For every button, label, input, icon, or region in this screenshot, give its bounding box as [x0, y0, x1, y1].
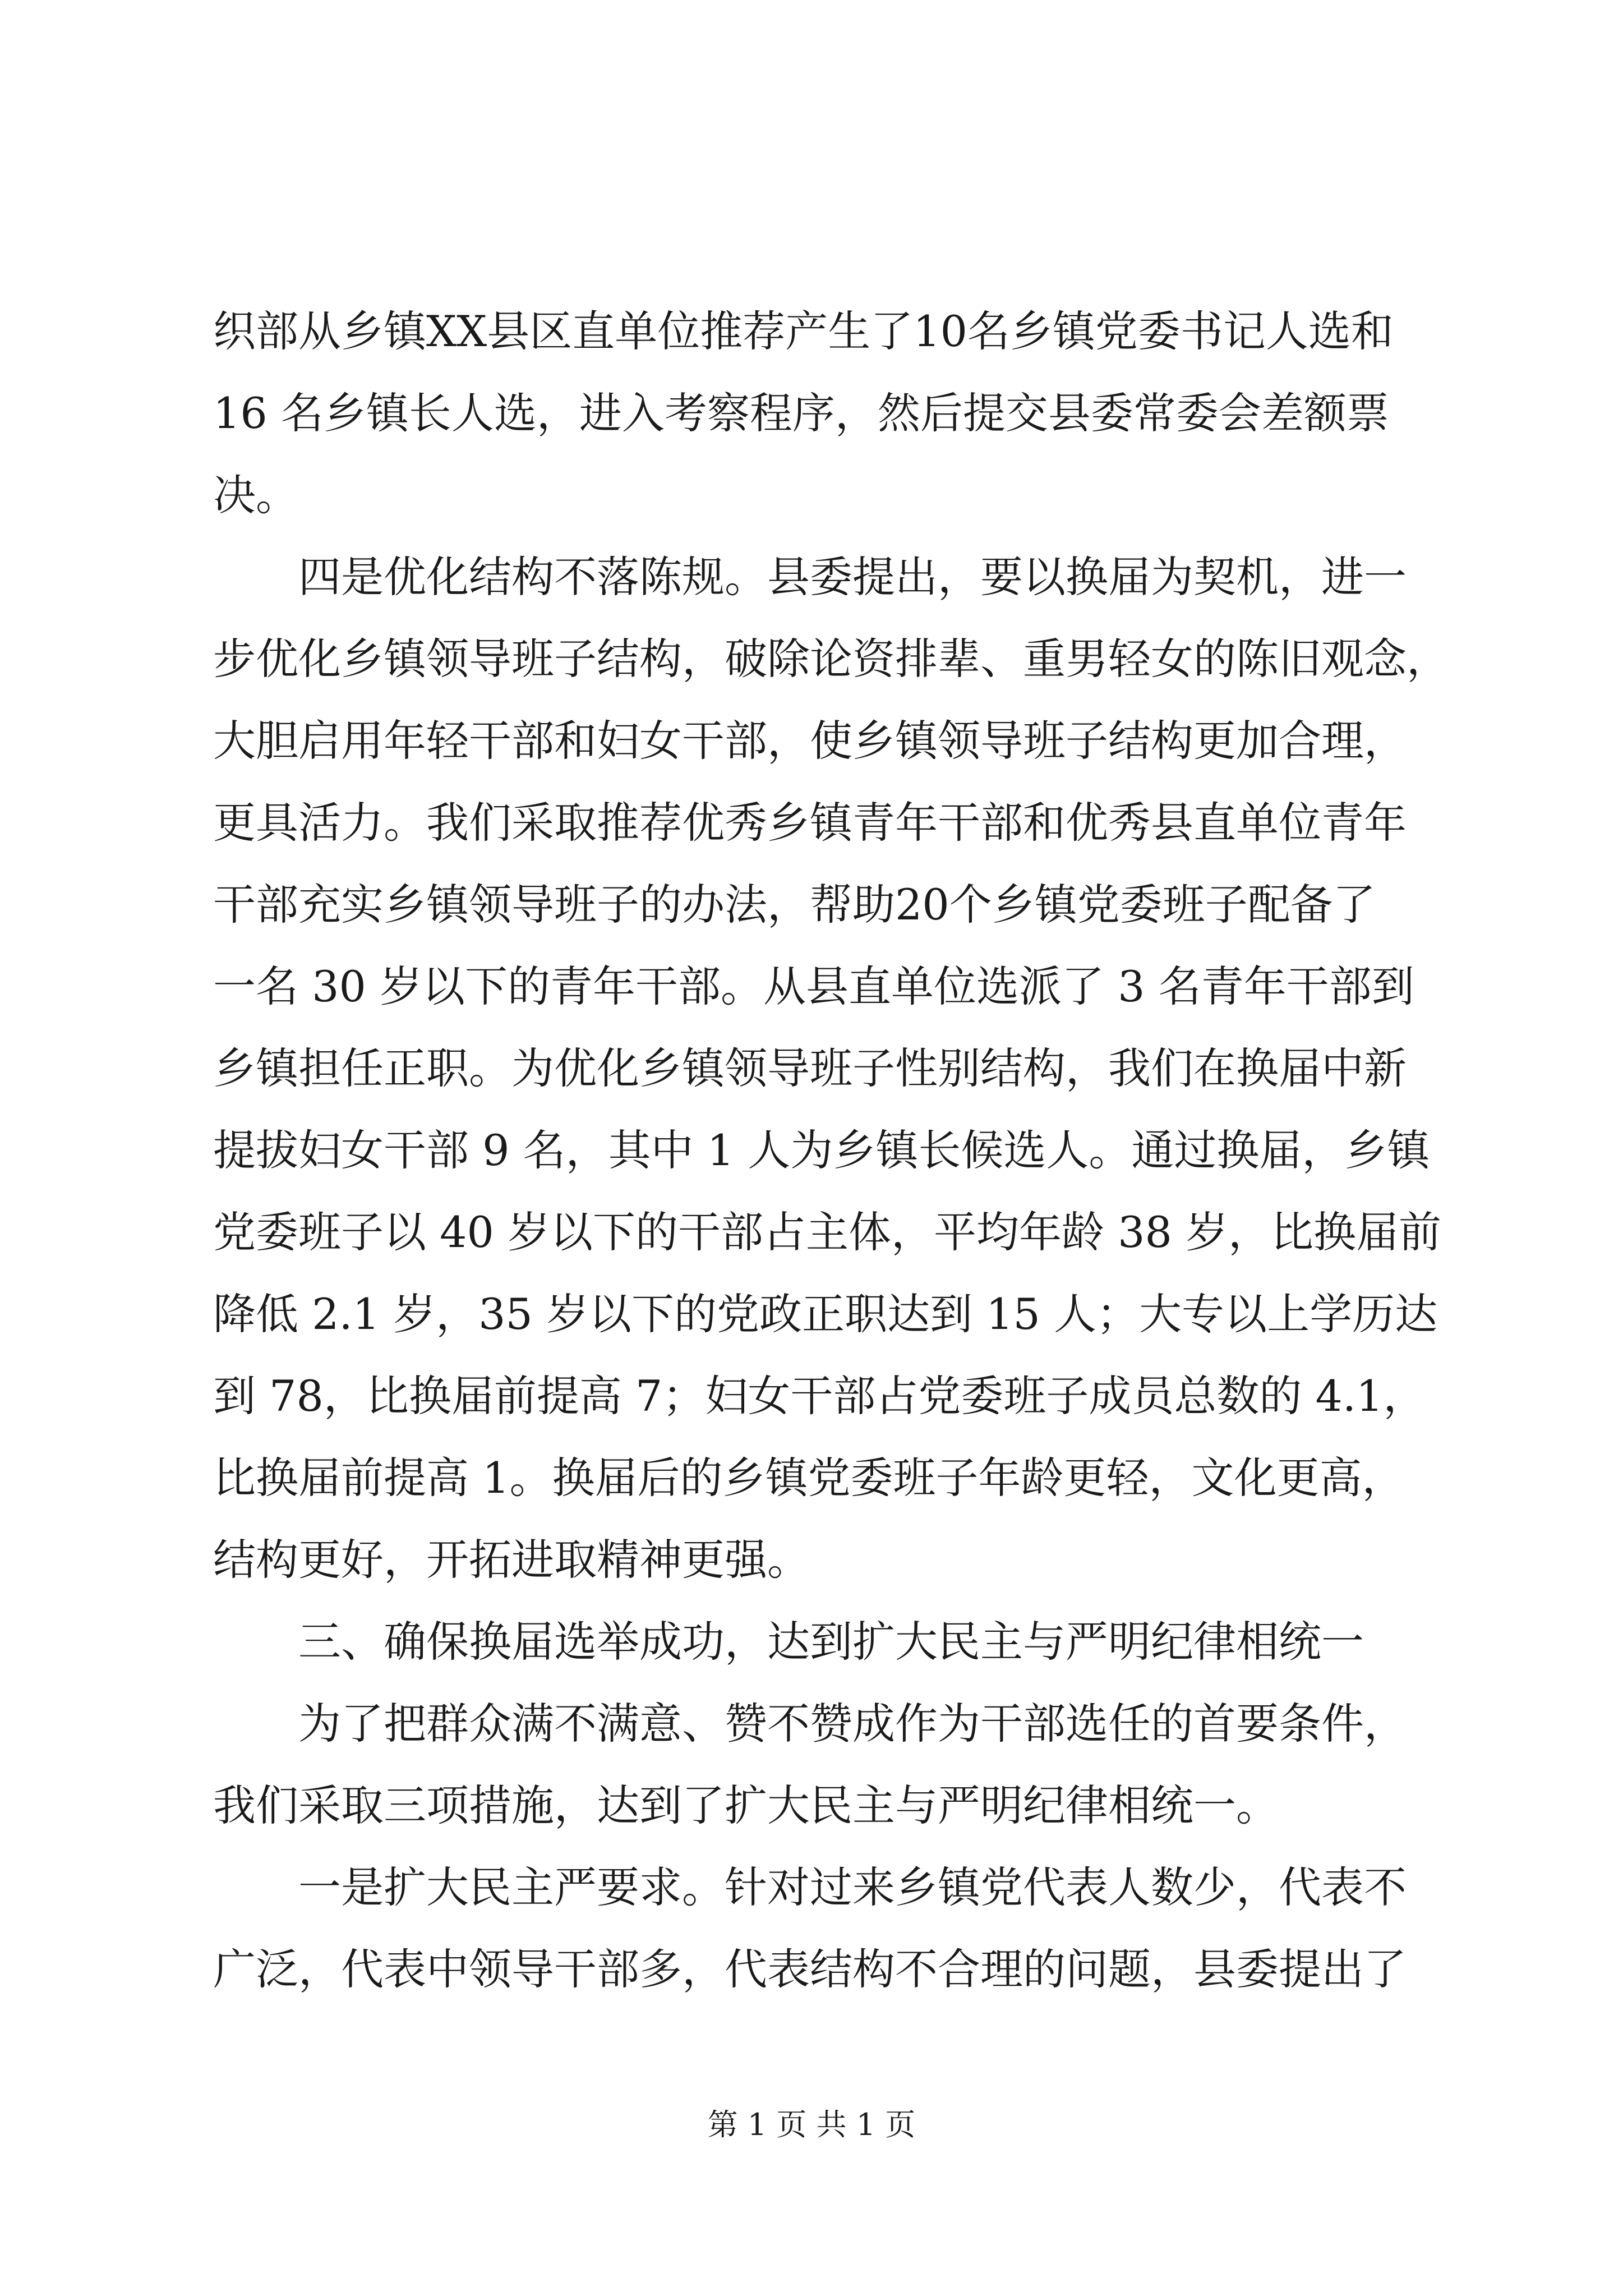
- paragraph-start-line: 一是扩大民主严要求。针对过来乡镇党代表人数少，代表不: [298, 1862, 1407, 1912]
- text-line: 乡镇担任正职。为优化乡镇领导班子性别结构，我们在换届中新: [213, 1043, 1407, 1093]
- text-line: 一名 30 岁以下的青年干部。从县直单位选派了 3 名青年干部到: [213, 961, 1414, 1011]
- text-line: 我们采取三项措施，达到了扩大民主与严明纪律相统一。: [213, 1780, 1279, 1830]
- text-line: 结构更好，开拓进取精神更强。: [213, 1535, 810, 1585]
- text-line: 步优化乡镇领导班子结构，破除论资排辈、重男轻女的陈旧观念，: [213, 634, 1449, 684]
- text-line: 大胆启用年轻干部和妇女干部，使乡镇领导班子结构更加合理，: [213, 716, 1407, 766]
- text-line: 更具活力。我们采取推荐优秀乡镇青年干部和优秀县直单位青年: [213, 798, 1407, 848]
- paragraph-start-line: 四是优化结构不落陈规。县委提出，要以换届为契机，进一: [298, 552, 1407, 602]
- page-number-footer: 第 1 页 共 1 页: [707, 2107, 916, 2142]
- text-line: 到 78，比换届前提高 7；妇女干部占党委班子成员总数的 4.1，: [213, 1371, 1426, 1421]
- text-line: 党委班子以 40 岁以下的干部占主体，平均年龄 38 岁，比换届前: [213, 1207, 1442, 1257]
- paragraph-start-line: 为了把群众满不满意、赞不赞成作为干部选任的首要条件，: [298, 1699, 1407, 1749]
- text-line: 16 名乡镇长人选，进入考察程序，然后提交县委常委会差额票: [213, 388, 1389, 438]
- document-body: [213, 291, 1449, 2010]
- text-line: 决。: [213, 470, 298, 520]
- text-line: 织部从乡镇XX县区直单位推荐产生了10名乡镇党委书记人选和: [213, 306, 1394, 356]
- text-line: 降低 2.1 岁，35 岁以下的党政正职达到 15 人；大专以上学历达: [213, 1289, 1438, 1339]
- section-heading: 三、确保换届选举成功，达到扩大民主与严明纪律相统一: [298, 1617, 1364, 1667]
- text-line: 干部充实乡镇领导班子的办法，帮助20个乡镇党委班子配备了: [213, 880, 1376, 930]
- text-line: 广泛，代表中领导干部多，代表结构不合理的问题，县委提出了: [213, 1944, 1407, 1994]
- text-line: 提拔妇女干部 9 名，其中 1 人为乡镇长候选人。通过换届，乡镇: [213, 1125, 1430, 1175]
- text-line: 比换届前提高 1。换届后的乡镇党委班子年龄更轻，文化更高，: [213, 1453, 1405, 1503]
